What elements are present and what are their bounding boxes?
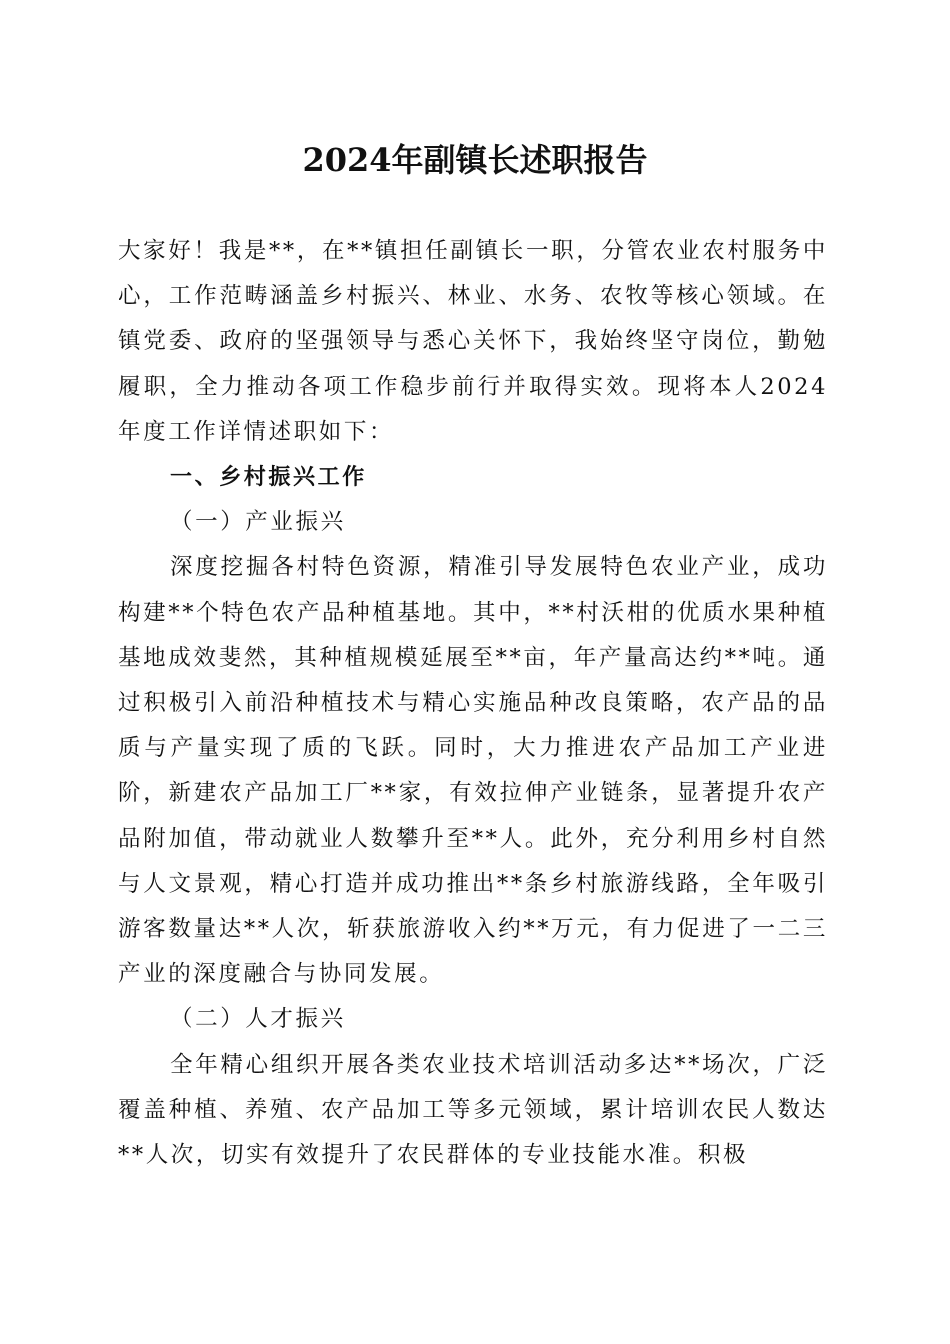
document-body: [118, 229, 828, 1178]
section-heading-rural-revitalization: 一、乡村振兴工作: [170, 465, 367, 491]
subsection-heading-talent: （二）人才振兴: [170, 1006, 346, 1033]
intro-paragraph: 大家好！我是**，在**镇担任副镇长一职，分管农业农村服务中心，工作范畴涵盖乡村振兴、林业、水务、农牧等核心领域。在镇党委、政府的坚强领导与悉心关怀下，我始终坚守岗位，勤勉履职，全力推动各项工作稳步前行并取得实效。现将本人2024年度工作详情述职如下：: [118, 238, 828, 445]
talent-paragraph: 全年精心组织开展各类农业技术培训活动多达**场次，广泛覆盖种植、养殖、农产品加工等多元领域，累计培训农民人数达**人次，切实有效提升了农民群体的专业技能水准。积极: [118, 1051, 828, 1169]
subsection-heading-industry: （一）产业振兴: [170, 509, 346, 536]
document-title: 2024年副镇长述职报告: [302, 141, 648, 179]
industry-paragraph: 深度挖掘各村特色资源，精准引导发展特色农业产业，成功构建**个特色农产品种植基地。其中，**村沃柑的优质水果种植基地成效斐然，其种植规模延展至**亩，年产量高达约**吨。通过积极引入前沿种植技术与精心实施品种改良策略，农产品的品质与产量实现了质的飞跃。同时，大力推进农产品加工产业进阶，新建农产品加工厂**家，有效拉伸产业链条，显著提升农产品附加值，带动就业人数攀升至**人。此外，充分利用乡村自然与人文景观，精心打造并成功推出**条乡村旅游线路，全年吸引游客数量达**人次，斩获旅游收入约**万元，有力促进了一二三产业的深度融合与协同发展。: [118, 554, 828, 988]
